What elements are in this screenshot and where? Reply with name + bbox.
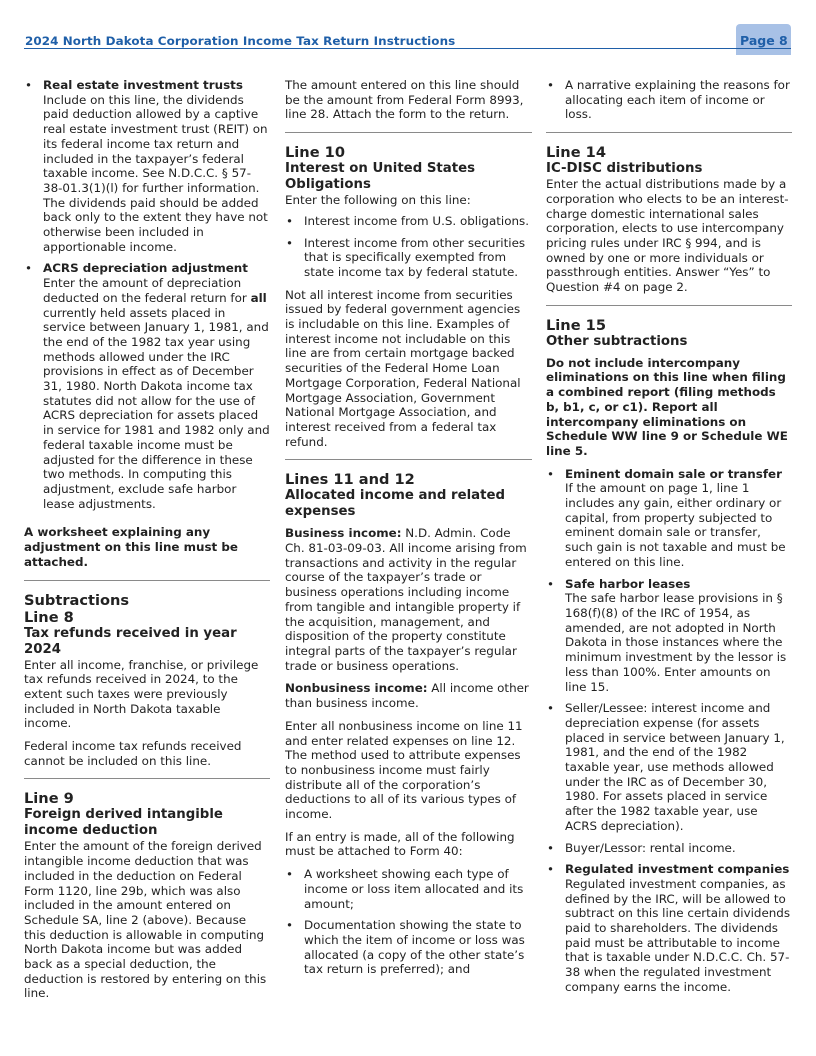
ric-title: • Regulated investment companies xyxy=(565,862,790,877)
business-income-label: Business income: xyxy=(285,526,402,541)
line-8-paragraph-2: Federal income tax refunds received cannot be included on this line. xyxy=(24,739,242,768)
line-10-title: Interest on United States Obligations xyxy=(285,161,476,193)
section-divider xyxy=(546,132,792,133)
list-item xyxy=(24,78,270,254)
section-divider xyxy=(24,778,270,779)
ric-text: Regulated investment companies, as defined by the IRC, will be allowed to subtract on this line certain dividends paid to shareholders. The dividends paid must be attributable to income that is taxable under N.D.C.C. Ch. 57-38 when the regulated investment company earns the income. xyxy=(565,876,791,994)
document-header-title: 2024 North Dakota Corporation Income Tax Return Instructions xyxy=(25,34,456,48)
section-divider xyxy=(546,305,792,306)
line-10-intro: Enter the following on this line: xyxy=(285,193,471,208)
line-8-paragraph-1: Enter all income, franchise, or privilege tax refunds received in 2024, to the extent such taxes were previously included in North Dakota taxable income. xyxy=(24,657,259,731)
attachment-list-continued xyxy=(546,78,792,122)
line-15-note: Do not include intercompany eliminations on this line when filing a combined report (filing methods b, b1, c, or c1). Report all intercompany eliminations on Schedule WW line 9 or Schedule WE line 5. xyxy=(546,355,788,458)
line-9-title: Foreign derived intangible income deduction xyxy=(24,807,223,839)
additions-list xyxy=(24,78,270,511)
line-10-paragraph-2: Not all interest income from securities issued by federal government agencies is includable on this line. Examples of interest income not includable on this line are from certain mortgage backed securities of the Federal Home Loan Mortgage Corporation, Federal National Mortgage Association, Government National Mortgage Association, and interest received from a federal tax refund. xyxy=(285,287,521,449)
column-2 xyxy=(285,78,532,985)
eminent-domain-text: If the amount on page 1, line 1 includes any gain, either ordinary or capital, from property subjected to eminent domain sale or transfer, such gain is not taxable and must be entered on this line. xyxy=(565,481,786,569)
line-10-list xyxy=(285,214,532,280)
reit-text: Include on this line, the dividends paid deduction allowed by a captive real estate investment trust (REIT) on its federal income tax return and included in the taxpayer’s federal taxable income. See N.D.C.C. § 57-38-01.3(1)(l) for further information. The dividends paid should be added back only to the extent they have not otherwise been included in apportionable income. xyxy=(43,92,268,254)
line-9-continuation: The amount entered on this line should be the amount from Federal Form 8993, line 28. Attach the form to the return. xyxy=(285,78,524,122)
line-10-heading: Line 10 xyxy=(285,144,345,162)
line-9-heading: Line 9 xyxy=(24,790,74,808)
line-9-paragraph-1: Enter the amount of the foreign derived intangible income deduction that was included in the deduction on Federal Form 1120, line 29b, which was also included in the amount entered on Schedule SA, line 2 (above). Because this deduction is allowable in computing North Dakota income but was added back as a special deduction, the deduction is restored by entering on this line. xyxy=(24,839,267,1001)
page-number-badge xyxy=(736,24,791,55)
safe-harbor-title: • Safe harbor leases xyxy=(565,576,691,591)
attachment-list xyxy=(285,867,532,977)
lines-11-12-title: Allocated income and related expenses xyxy=(285,488,506,520)
list-item: • Interest income from other securities that is specifically exempted from state income tax by federal statute. xyxy=(285,236,532,280)
list-item: • Seller/Lessee: interest income and depreciation expense (for assets placed in service between January 1, 1981, and the end of the 1982 taxable year, use methods allowed under the IRC as of December 30, 1980. For assets placed in service after the 1982 taxable year, use ACRS depreciation). xyxy=(546,701,792,833)
page-number: Page 8 xyxy=(740,33,788,48)
line-8-heading: Line 8 xyxy=(24,608,74,626)
line-14-paragraph: Enter the actual distributions made by a corporation who elects to be an interest-charge domestic international sales corporation, elects to use intercompany pricing rules under IRC § 994, and is owned by one or more individuals or passthrough entities. Answer “Yes” to Question #4 on page 2. xyxy=(546,177,789,295)
list-item: • Documentation showing the state to which the item of income or loss was allocated (a copy of the other state’s tax return is preferred); and xyxy=(285,918,532,977)
worksheet-note: A worksheet explaining any adjustment on this line must be attached. xyxy=(24,525,238,569)
line-15-list xyxy=(546,467,792,995)
lines-11-12-heading: Lines 11 and 12 xyxy=(285,471,415,489)
safe-harbor-text: The safe harbor lease provisions in § 168(f)(8) of the IRC of 1954, as amended, are not adopted in North Dakota in those instances where the minimum investment by the lessor is less than 100%. Enter amounts on line 15. xyxy=(565,591,787,694)
line-14-heading: Line 14 xyxy=(546,144,606,162)
nonbusiness-income-label: Nonbusiness income: xyxy=(285,681,428,696)
eminent-domain-title: • Eminent domain sale or transfer xyxy=(565,466,782,481)
list-item xyxy=(546,862,792,994)
section-divider xyxy=(285,132,532,133)
acrs-emphasis-all: all xyxy=(250,290,267,305)
list-item xyxy=(24,261,270,511)
header-rule xyxy=(24,48,791,49)
acrs-title: • ACRS depreciation adjustment xyxy=(43,261,248,276)
list-item xyxy=(546,467,792,570)
column-3 xyxy=(546,78,792,1003)
line-14-title: IC-DISC distributions xyxy=(546,161,703,177)
column-1 xyxy=(24,78,270,1009)
business-income-paragraph: Business income: N.D. Admin. Code Ch. 81-03-09-03. All income arising from transactions and activity in the regular course of the taxpayer’s trade or business operations including income from tangible and intangible property if the acquisition, management, and disposition of the property constitute integral parts of the taxpayer’s regular trade or business operations. xyxy=(285,526,527,673)
line-8-title: Tax refunds received in year 2024 xyxy=(24,625,237,657)
list-item: • Buyer/Lessor: rental income. xyxy=(546,841,792,856)
subtractions-heading: Subtractions xyxy=(24,591,130,609)
list-item: • A narrative explaining the reasons for allocating each item of income or loss. xyxy=(546,78,792,122)
nonbusiness-enter-paragraph: Enter all nonbusiness income on line 11 and enter related expenses on line 12. The method used to attribute expenses to nonbusiness income must fairly distribute all of the corporation’s deductions to all of its various types of income. xyxy=(285,718,523,822)
line-15-title: Other subtractions xyxy=(546,333,688,349)
section-divider xyxy=(24,580,270,581)
section-divider xyxy=(285,459,532,460)
attachment-intro: If an entry is made, all of the following must be attached to Form 40: xyxy=(285,829,515,859)
reit-title: • Real estate investment trusts xyxy=(43,78,243,92)
nonbusiness-income-paragraph: Nonbusiness income: All income other than business income. xyxy=(285,681,529,711)
acrs-text: Enter the amount of depreciation deducted on the federal return for all currently held assets placed in service between January 1, 1981, and the end of the 1982 tax year using methods allowed under the IRC provisions in effect as of December 31, 1980. North Dakota income tax statutes did not allow for the use of ACRS depreciation for assets placed in service for 1981 and 1982 only and federal taxable income must be adjusted for the difference in these two methods. In computing this adjustment, exclude safe harbor lease adjustments. xyxy=(43,276,270,511)
list-item: • A worksheet showing each type of income or loss item allocated and its amount; xyxy=(285,867,532,911)
line-15-heading: Line 15 xyxy=(546,316,606,334)
list-item xyxy=(546,577,792,695)
list-item: • Interest income from U.S. obligations. xyxy=(285,214,532,229)
